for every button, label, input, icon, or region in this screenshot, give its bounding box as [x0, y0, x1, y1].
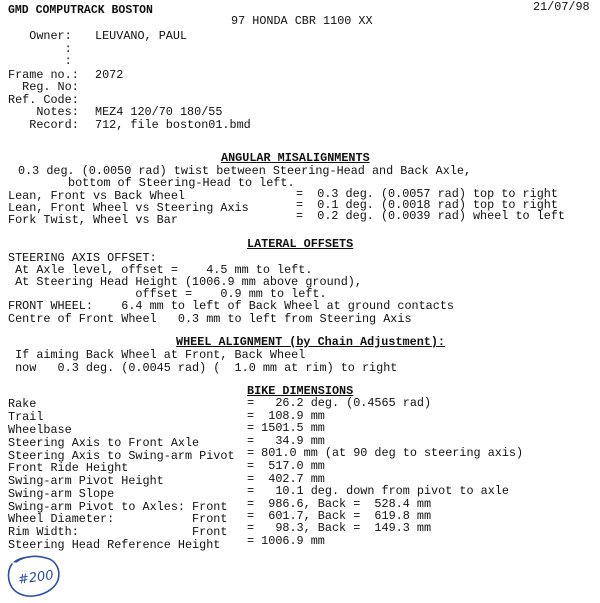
- dimension-label: Rim Width: Front: [8, 525, 228, 539]
- svg-text:#200: #200: [17, 568, 55, 588]
- dimension-value: = 34.9 mm: [247, 434, 325, 448]
- wheel-alignment-title: WHEEL ALIGNMENT (by Chain Adjustment):: [176, 335, 446, 349]
- twist-line-1: 0.3 deg. (0.0050 rad) twist between Steering-Head and Back Axle,: [18, 164, 472, 178]
- dimensions-title: BIKE DIMENSIONS: [247, 384, 354, 398]
- dimension-value: = 10.1 deg. down from pivot to axle: [247, 484, 509, 498]
- dimension-label: Wheel Diameter: Front: [8, 512, 228, 526]
- dimension-label: Front Ride Height: [8, 461, 129, 475]
- twist-line-2: bottom of Steering-Head to left.: [68, 176, 295, 190]
- lateral-line: Centre of Front Wheel 0.3 mm to left from Steering Axis: [8, 312, 412, 326]
- dimension-value: = 98.3, Back = 149.3 mm: [247, 521, 432, 535]
- lateral-line: At Axle level, offset = 4.5 mm to left.: [8, 263, 313, 277]
- angular-row-label: Lean, Front Wheel vs Steering Axis: [8, 201, 249, 215]
- dimension-label: Steering Head Reference Height: [8, 538, 221, 552]
- angular-title: ANGULAR MISALIGNMENTS: [221, 151, 370, 165]
- dimension-label: Swing-arm Pivot Height: [8, 474, 164, 488]
- dimension-value: = 26.2 deg. (0.4565 rad): [247, 396, 432, 410]
- lateral-title: LATERAL OFFSETS: [247, 237, 354, 251]
- info-value: LEUVANO, PAUL: [95, 29, 188, 43]
- wheel-alignment-line-2: now 0.3 deg. (0.0045 rad) ( 1.0 mm at rim) to right: [8, 361, 398, 375]
- angular-row-value: = 0.2 deg. (0.0039 rad) wheel to left: [296, 209, 566, 223]
- dimension-label: Steering Axis to Swing-arm Pivot: [8, 449, 235, 463]
- dimension-label: Wheelbase: [8, 423, 72, 437]
- angular-row-value: = 0.3 deg. (0.0057 rad) top to right: [296, 187, 558, 201]
- dimension-value: = 402.7 mm: [247, 472, 325, 486]
- info-label: Ref. Code:: [8, 93, 79, 107]
- dimension-value: = 108.9 mm: [247, 409, 325, 423]
- lateral-line: offset = 0.9 mm to left.: [8, 287, 327, 301]
- dimension-value: = 517.0 mm: [247, 459, 325, 473]
- info-label: :: [8, 54, 72, 68]
- dimension-label: Swing-arm Slope: [8, 487, 115, 501]
- angular-row-value: = 0.1 deg. (0.0018 rad) top to right: [296, 198, 558, 212]
- handwritten-stamp-icon: [4, 550, 62, 598]
- angular-row-label: Lean, Front vs Back Wheel: [8, 189, 185, 203]
- info-label: Reg. No:: [8, 80, 79, 94]
- angular-row-label: Fork Twist, Wheel vs Bar: [8, 213, 178, 227]
- info-value: 2072: [95, 68, 124, 82]
- dimension-value: = 801.0 mm (at 90 deg to steering axis): [247, 446, 524, 460]
- dimension-label: Steering Axis to Front Axle: [8, 436, 200, 450]
- wheel-alignment-line-1: If aiming Back Wheel at Front, Back Wheel: [8, 348, 306, 362]
- lateral-line: FRONT WHEEL: 6.4 mm to left of Back Wheel at ground contacts: [8, 299, 454, 313]
- info-value: MEZ4 120/70 180/55: [95, 105, 223, 119]
- dimension-value: = 601.7, Back = 619.8 mm: [247, 509, 432, 523]
- lateral-line: At Steering Head Height (1006.9 mm above ground),: [8, 275, 362, 289]
- vehicle-model: 97 HONDA CBR 1100 XX: [231, 14, 373, 28]
- info-label: Owner:: [8, 29, 72, 43]
- dimension-label: Trail: [8, 410, 44, 424]
- company-name: GMD COMPUTRACK BOSTON: [8, 4, 153, 17]
- report-date: 21/07/98: [533, 0, 590, 14]
- info-label: Record:: [8, 118, 79, 132]
- dimension-label: Swing-arm Pivot to Axles: Front: [8, 500, 228, 514]
- lateral-line: STEERING AXIS OFFSET:: [8, 251, 157, 265]
- info-label: Notes:: [8, 105, 79, 119]
- info-label: Frame no.:: [8, 68, 79, 82]
- dimension-value: = 986.6, Back = 528.4 mm: [247, 497, 432, 511]
- dimension-value: = 1006.9 mm: [247, 534, 325, 548]
- dimension-label: Rake: [8, 397, 37, 411]
- info-label: :: [8, 42, 72, 56]
- dimension-value: = 1501.5 mm: [247, 421, 325, 435]
- info-value: 712, file boston01.bmd: [95, 118, 251, 132]
